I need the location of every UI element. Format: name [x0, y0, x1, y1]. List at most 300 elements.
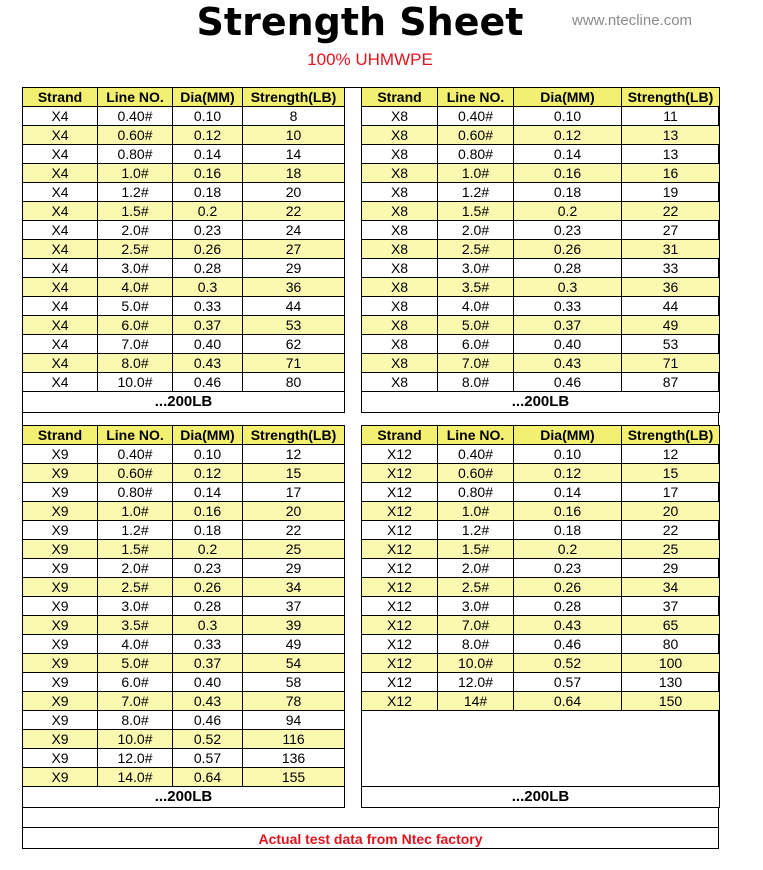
- table-cell: X4: [23, 373, 98, 392]
- table-cell: 22: [622, 202, 720, 221]
- table-row: [362, 597, 720, 616]
- column-header: Dia(MM): [514, 88, 622, 107]
- table-cell: 7.0#: [98, 692, 173, 711]
- page-title: Strength Sheet: [196, 0, 524, 44]
- empty-row: [362, 730, 720, 749]
- table-cell: X12: [362, 578, 438, 597]
- table-row: [362, 673, 720, 692]
- column-header: Dia(MM): [173, 88, 243, 107]
- table-cell: 3.0#: [438, 259, 514, 278]
- table-cell: X8: [362, 221, 438, 240]
- table-cell: 1.2#: [438, 521, 514, 540]
- table-cell: 3.0#: [98, 259, 173, 278]
- table-cell: X12: [362, 483, 438, 502]
- table-row: [23, 259, 345, 278]
- table-cell: 0.26: [514, 240, 622, 259]
- table-cell: 0.43: [514, 616, 622, 635]
- table-cell: 20: [622, 502, 720, 521]
- table-cell: 0.14: [514, 145, 622, 164]
- table-row: [23, 335, 345, 354]
- table-cell: 1.0#: [98, 502, 173, 521]
- table-row: [23, 126, 345, 145]
- table-cell: 0.60#: [438, 464, 514, 483]
- table-footer: ...200LB: [362, 787, 720, 808]
- table-cell: 8.0#: [98, 711, 173, 730]
- table-cell: 1.2#: [438, 183, 514, 202]
- table-cell: 0.60#: [438, 126, 514, 145]
- table-cell: 1.5#: [438, 202, 514, 221]
- table-row: [362, 616, 720, 635]
- table-cell: 0.40: [173, 673, 243, 692]
- table-cell: 1.5#: [438, 540, 514, 559]
- table-cell: 0.23: [173, 559, 243, 578]
- column-header: Strength(LB): [622, 426, 720, 445]
- table-row: [362, 559, 720, 578]
- table-cell: X12: [362, 521, 438, 540]
- table-cell: X9: [23, 578, 98, 597]
- table-cell: 0.80#: [98, 145, 173, 164]
- table-cell: 14#: [438, 692, 514, 711]
- table-row: [23, 164, 345, 183]
- table-cell: 10.0#: [98, 373, 173, 392]
- table-cell: 0.16: [173, 164, 243, 183]
- table-row: [23, 521, 345, 540]
- table-cell: 0.16: [514, 164, 622, 183]
- table-cell: 0.46: [514, 373, 622, 392]
- table-cell: 0.46: [173, 711, 243, 730]
- page-subtitle: 100% UHMWPE: [307, 50, 433, 69]
- table-cell: 0.23: [173, 221, 243, 240]
- table-cell: 37: [622, 597, 720, 616]
- table-cell: 7.0#: [98, 335, 173, 354]
- table-cell: 0.28: [173, 259, 243, 278]
- table-cell: X12: [362, 635, 438, 654]
- table-row: [362, 202, 720, 221]
- column-header: Strength(LB): [622, 88, 720, 107]
- table-cell: 0.43: [173, 354, 243, 373]
- table-row: [23, 654, 345, 673]
- table-cell: 34: [243, 578, 345, 597]
- table-cell: X8: [362, 240, 438, 259]
- table-cell: 100: [622, 654, 720, 673]
- table-cell: 36: [622, 278, 720, 297]
- table-cell: 130: [622, 673, 720, 692]
- table-cell: 44: [243, 297, 345, 316]
- table-cell: 0.14: [173, 483, 243, 502]
- table-cell: X9: [23, 768, 98, 787]
- table-cell: X9: [23, 654, 98, 673]
- table-row: [362, 373, 720, 392]
- table-row: [23, 616, 345, 635]
- table-cell: 0.80#: [98, 483, 173, 502]
- table-cell: X12: [362, 597, 438, 616]
- table-cell: X8: [362, 183, 438, 202]
- table-cell: 0.37: [173, 654, 243, 673]
- table-cell: 29: [243, 559, 345, 578]
- table-cell: 6.0#: [438, 335, 514, 354]
- table-row: [23, 597, 345, 616]
- table-cell: 20: [243, 183, 345, 202]
- table-cell: 2.0#: [98, 559, 173, 578]
- table-cell: 10.0#: [98, 730, 173, 749]
- table-x4: [22, 87, 345, 413]
- table-cell: 0.10: [173, 445, 243, 464]
- table-footer-row: [362, 787, 720, 808]
- table-cell: 8: [243, 107, 345, 126]
- table-row: [362, 521, 720, 540]
- table-cell: 18: [243, 164, 345, 183]
- table-row: [23, 559, 345, 578]
- column-header: Strand: [23, 88, 98, 107]
- table-cell: 0.28: [514, 259, 622, 278]
- table-cell: 0.64: [514, 692, 622, 711]
- table-cell: 0.46: [514, 635, 622, 654]
- table-cell: 14: [243, 145, 345, 164]
- table-cell: 0.3: [514, 278, 622, 297]
- table-footer-row: [362, 392, 720, 413]
- table-cell: X12: [362, 654, 438, 673]
- table-cell: 0.2: [514, 540, 622, 559]
- table-cell: 0.52: [173, 730, 243, 749]
- table-cell: 0.37: [173, 316, 243, 335]
- table-cell: X8: [362, 202, 438, 221]
- table-row: [23, 730, 345, 749]
- table-cell: 116: [243, 730, 345, 749]
- table-cell: 0.23: [514, 221, 622, 240]
- table-row: [362, 464, 720, 483]
- table-row: [362, 240, 720, 259]
- table-cell: 24: [243, 221, 345, 240]
- table-cell: 5.0#: [98, 654, 173, 673]
- table-row: [23, 768, 345, 787]
- table-cell: X12: [362, 540, 438, 559]
- column-header: Strand: [362, 88, 438, 107]
- table-cell: 0.40#: [98, 107, 173, 126]
- table-cell: X12: [362, 464, 438, 483]
- table-cell: X12: [362, 445, 438, 464]
- website-url: www.ntecline.com: [572, 12, 693, 29]
- table-cell: X8: [362, 373, 438, 392]
- table-row: [23, 278, 345, 297]
- table-cell: 0.14: [173, 145, 243, 164]
- table-cell: 136: [243, 749, 345, 768]
- table-x8: [361, 87, 720, 413]
- table-cell: X12: [362, 559, 438, 578]
- table-cell: 0.33: [514, 297, 622, 316]
- table-cell: 5.0#: [438, 316, 514, 335]
- table-cell: X9: [23, 692, 98, 711]
- table-cell: X8: [362, 297, 438, 316]
- table-cell: 4.0#: [98, 278, 173, 297]
- table-cell: 2.0#: [438, 559, 514, 578]
- table-cell: 17: [243, 483, 345, 502]
- table-cell: 54: [243, 654, 345, 673]
- table-footer: ...200LB: [23, 392, 345, 413]
- table-row: [362, 635, 720, 654]
- table-cell: X4: [23, 316, 98, 335]
- table-cell: 0.43: [173, 692, 243, 711]
- table-cell: 0.64: [173, 768, 243, 787]
- table-cell: 0.14: [514, 483, 622, 502]
- table-row: [362, 540, 720, 559]
- table-header-row: [23, 426, 345, 445]
- table-cell: 0.10: [514, 445, 622, 464]
- table-cell: 0.10: [514, 107, 622, 126]
- table-cell: X8: [362, 164, 438, 183]
- table-cell: 13: [622, 126, 720, 145]
- table-cell: 22: [243, 521, 345, 540]
- table-cell: 62: [243, 335, 345, 354]
- table-cell: 25: [243, 540, 345, 559]
- table-cell: 0.18: [173, 183, 243, 202]
- table-cell: 2.0#: [98, 221, 173, 240]
- table-cell: X9: [23, 445, 98, 464]
- table-cell: 2.5#: [438, 578, 514, 597]
- table-row: [23, 502, 345, 521]
- table-cell: 25: [622, 540, 720, 559]
- table-cell: 2.5#: [98, 240, 173, 259]
- table-cell: 71: [243, 354, 345, 373]
- table-cell: 0.12: [173, 464, 243, 483]
- table-row: [362, 445, 720, 464]
- table-cell: 1.2#: [98, 183, 173, 202]
- table-row: [362, 335, 720, 354]
- column-header: Line NO.: [98, 88, 173, 107]
- table-cell: 2.5#: [98, 578, 173, 597]
- table-cell: 0.33: [173, 635, 243, 654]
- table-cell: X9: [23, 559, 98, 578]
- table-cell: 39: [243, 616, 345, 635]
- table-cell: X12: [362, 616, 438, 635]
- table-cell: 0.2: [514, 202, 622, 221]
- table-cell: X9: [23, 616, 98, 635]
- table-cell: 0.60#: [98, 126, 173, 145]
- column-header: Line NO.: [438, 88, 514, 107]
- table-row: [23, 711, 345, 730]
- table-cell: 58: [243, 673, 345, 692]
- table-x9: [22, 425, 345, 808]
- table-cell: 0.40: [173, 335, 243, 354]
- table-cell: 15: [622, 464, 720, 483]
- table-cell: X12: [362, 673, 438, 692]
- footnote: Actual test data from Ntec factory: [22, 827, 719, 849]
- empty-row: [362, 711, 720, 730]
- table-cell: 0.3: [173, 616, 243, 635]
- table-cell: 3.0#: [438, 597, 514, 616]
- table-row: [362, 502, 720, 521]
- table-row: [23, 483, 345, 502]
- table-cell: 0.28: [514, 597, 622, 616]
- table-row: [23, 692, 345, 711]
- table-cell: 4.0#: [98, 635, 173, 654]
- table-cell: 0.52: [514, 654, 622, 673]
- table-cell: X4: [23, 202, 98, 221]
- table-cell: 0.40#: [438, 107, 514, 126]
- table-cell: 3.5#: [438, 278, 514, 297]
- table-cell: 2.5#: [438, 240, 514, 259]
- table-cell: 27: [622, 221, 720, 240]
- table-row: [362, 164, 720, 183]
- table-row: [362, 578, 720, 597]
- table-cell: 78: [243, 692, 345, 711]
- table-cell: 0.23: [514, 559, 622, 578]
- column-header: Strand: [362, 426, 438, 445]
- table-cell: X8: [362, 259, 438, 278]
- table-cell: 0.12: [514, 126, 622, 145]
- table-header-row: [23, 88, 345, 107]
- table-cell: X4: [23, 107, 98, 126]
- table-cell: 12: [243, 445, 345, 464]
- table-cell: X4: [23, 278, 98, 297]
- table-cell: 0.40#: [98, 445, 173, 464]
- table-cell: 8.0#: [98, 354, 173, 373]
- table-cell: 8.0#: [438, 635, 514, 654]
- table-cell: 0.28: [173, 597, 243, 616]
- table-footer: ...200LB: [23, 787, 345, 808]
- table-cell: X4: [23, 221, 98, 240]
- table-cell: 6.0#: [98, 316, 173, 335]
- table-cell: 49: [622, 316, 720, 335]
- table-cell: 0.46: [173, 373, 243, 392]
- table-cell: 53: [622, 335, 720, 354]
- table-cell: 6.0#: [98, 673, 173, 692]
- table-cell: 16: [622, 164, 720, 183]
- table-cell: 22: [622, 521, 720, 540]
- table-cell: 65: [622, 616, 720, 635]
- table-cell: 87: [622, 373, 720, 392]
- table-cell: 27: [243, 240, 345, 259]
- table-cell: 37: [243, 597, 345, 616]
- table-cell: X8: [362, 316, 438, 335]
- table-cell: 0.43: [514, 354, 622, 373]
- table-cell: X8: [362, 145, 438, 164]
- table-cell: X9: [23, 521, 98, 540]
- table-row: [362, 316, 720, 335]
- table-footer-row: [23, 787, 345, 808]
- table-cell: 34: [622, 578, 720, 597]
- table-cell: 0.2: [173, 202, 243, 221]
- table-row: [362, 354, 720, 373]
- table-cell: 53: [243, 316, 345, 335]
- table-cell: 0.26: [514, 578, 622, 597]
- table-row: [362, 221, 720, 240]
- table-x12: [361, 425, 720, 808]
- table-row: [362, 145, 720, 164]
- table-row: [362, 692, 720, 711]
- table-cell: X12: [362, 692, 438, 711]
- table-row: [23, 540, 345, 559]
- table-cell: 44: [622, 297, 720, 316]
- table-cell: X9: [23, 483, 98, 502]
- table-cell: 12.0#: [438, 673, 514, 692]
- table-header-row: [362, 426, 720, 445]
- table-row: [23, 145, 345, 164]
- table-cell: 31: [622, 240, 720, 259]
- table-cell: 94: [243, 711, 345, 730]
- table-cell: 4.0#: [438, 297, 514, 316]
- empty-row: [362, 749, 720, 768]
- table-cell: 0.57: [514, 673, 622, 692]
- table-cell: 1.0#: [98, 164, 173, 183]
- table-cell: 5.0#: [98, 297, 173, 316]
- table-cell: 0.2: [173, 540, 243, 559]
- column-header: Strand: [23, 426, 98, 445]
- table-cell: 0.12: [173, 126, 243, 145]
- table-row: [362, 483, 720, 502]
- table-cell: 0.18: [173, 521, 243, 540]
- table-cell: 0.18: [514, 183, 622, 202]
- table-cell: X4: [23, 145, 98, 164]
- table-row: [362, 297, 720, 316]
- table-cell: 0.80#: [438, 145, 514, 164]
- table-cell: 3.0#: [98, 597, 173, 616]
- table-row: [362, 107, 720, 126]
- table-cell: X9: [23, 502, 98, 521]
- table-cell: 1.0#: [438, 502, 514, 521]
- table-cell: 0.3: [173, 278, 243, 297]
- table-footer: ...200LB: [362, 392, 720, 413]
- table-row: [362, 278, 720, 297]
- table-cell: 0.10: [173, 107, 243, 126]
- table-cell: X8: [362, 278, 438, 297]
- table-cell: 10.0#: [438, 654, 514, 673]
- table-cell: 80: [243, 373, 345, 392]
- column-header: Dia(MM): [173, 426, 243, 445]
- table-cell: X9: [23, 749, 98, 768]
- table-cell: 80: [622, 635, 720, 654]
- table-row: [23, 297, 345, 316]
- table-row: [362, 183, 720, 202]
- table-cell: 29: [243, 259, 345, 278]
- table-cell: 0.40: [514, 335, 622, 354]
- table-cell: X9: [23, 730, 98, 749]
- table-cell: 0.26: [173, 578, 243, 597]
- table-cell: 0.80#: [438, 483, 514, 502]
- table-cell: 1.5#: [98, 540, 173, 559]
- column-header: Strength(LB): [243, 88, 345, 107]
- table-cell: 1.5#: [98, 202, 173, 221]
- table-cell: 17: [622, 483, 720, 502]
- table-cell: 49: [243, 635, 345, 654]
- table-row: [23, 107, 345, 126]
- table-row: [362, 654, 720, 673]
- table-header-row: [362, 88, 720, 107]
- column-header: Line NO.: [438, 426, 514, 445]
- column-header: Dia(MM): [514, 426, 622, 445]
- table-row: [23, 202, 345, 221]
- column-header: Strength(LB): [243, 426, 345, 445]
- table-cell: 0.60#: [98, 464, 173, 483]
- table-cell: X4: [23, 183, 98, 202]
- empty-row: [362, 768, 720, 787]
- table-cell: X12: [362, 502, 438, 521]
- table-cell: X9: [23, 540, 98, 559]
- table-cell: 33: [622, 259, 720, 278]
- table-cell: 22: [243, 202, 345, 221]
- table-cell: 12.0#: [98, 749, 173, 768]
- table-row: [23, 578, 345, 597]
- table-cell: 1.0#: [438, 164, 514, 183]
- table-cell: 0.37: [514, 316, 622, 335]
- table-cell: 11: [622, 107, 720, 126]
- table-row: [23, 221, 345, 240]
- table-cell: 19: [622, 183, 720, 202]
- table-cell: X4: [23, 126, 98, 145]
- table-cell: 0.57: [173, 749, 243, 768]
- table-cell: X8: [362, 107, 438, 126]
- table-cell: 0.12: [514, 464, 622, 483]
- table-cell: 0.40#: [438, 445, 514, 464]
